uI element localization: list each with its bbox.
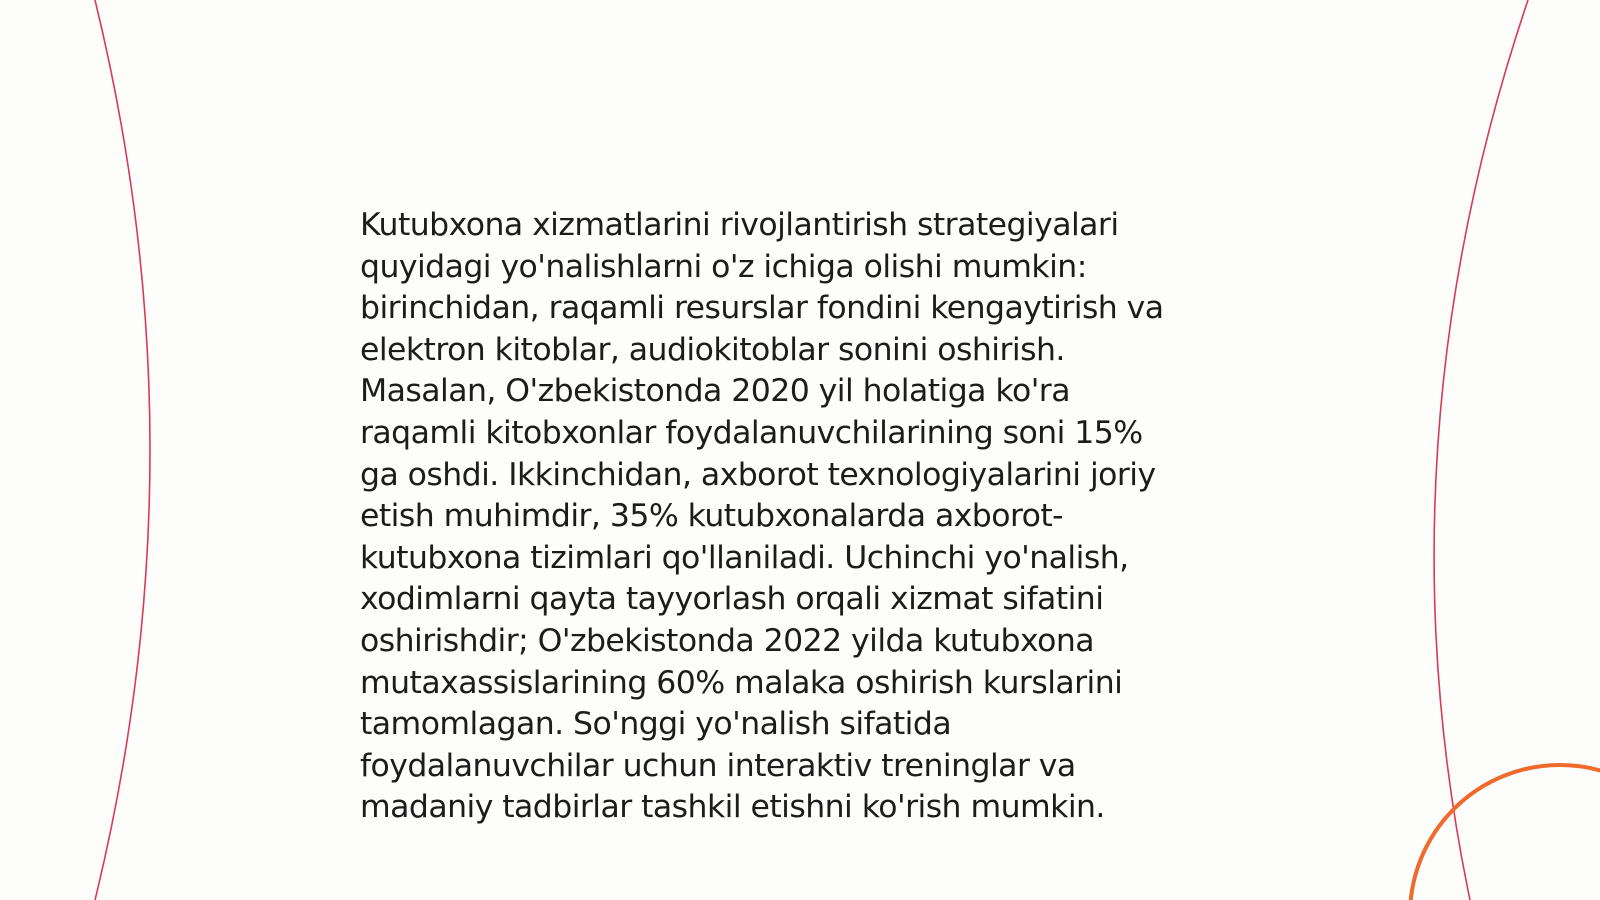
left-arc-line xyxy=(95,0,150,900)
right-arc-line xyxy=(1434,0,1528,900)
slide-body-text: Kutubxona xizmatlarini rivojlantirish strategiyalari quyidagi yo'nalishlarni o'z ichiga olishi mumkin: birinchidan, raqamli resurslar fondini kengaytirish va elektron kitoblar, audiokitoblar sonini oshirish. Masalan, O'zbekistonda 2020 yil holatiga ko'ra raqamli kitobxonlar foydalanuvchilarining soni 15% ga oshdi. Ikkinchidan, axborot texnologiyalarini joriy etish muhimdir, 35% kutubxonalarda axborot- kutubxona tizimlari qo'llaniladi. Uchinchi yo'nalish, xodimlarni qayta tayyorlash orqali xizmat sifatini oshirishdir; O'zbekistonda 2022 yilda kutubxona mutaxassislarining 60% malaka oshirish kurslarini tamomlagan. So'nggi yo'nalish sifatida foydalanuvchilar uchun interaktiv treninglar va madaniy tadbirlar tashkil etishni ko'rish mumkin. xyxy=(360,207,1164,826)
accent-circle-outline xyxy=(1410,765,1600,900)
